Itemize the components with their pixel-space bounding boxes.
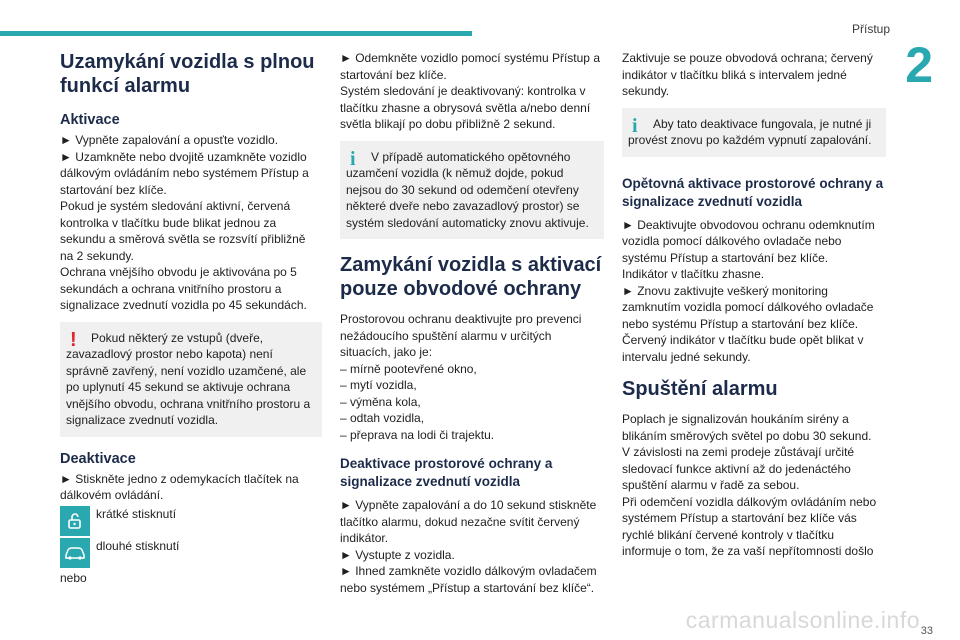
- heading-activation: Aktivace: [60, 112, 120, 128]
- warning-text: Pokud některý ze vstupů (dveře, zavazadlový prostor nebo kapota) není správně zavřený, není vozidlo uzamčené, ale po uplynutí 45 sekund se aktivuje ochrana vnějšího obvodu, ochrana vnitřního prostoru a signalizace zvednutí vozidla.: [66, 330, 311, 427]
- reactivate-text: ► Deaktivujte obvodovou ochranu odemknutím vozidla pomocí dálkového ovladače nebo systému Přístup a startování bez klíče. Indikátor v tlačítku zhasne. ► Znovu zaktivujte veškerý monitoring zamknutím vozidla pomocí dálkového ovladače nebo systému Přístup a startování bez klíče. Červený indikátor v tlačítku bude opět blikat v intervalu jedné sekundy.: [622, 217, 875, 364]
- key-short-label: krátké stisknutí: [96, 506, 177, 521]
- deactivate-volumetric-text: ► Vypněte zapalování a do 10 sekund stiskněte tlačítko alarmu, dokud nezačne svítit červený indikátor. ► Vystupte z vozidla. ► Ihned zamkněte vozidlo dálkovým ovladačem nebo systémem „Přístup a startování bez klíče“.: [340, 498, 597, 595]
- column-2: [340, 50, 604, 596]
- heading-alarm-trigger: Spuštění alarmu: [622, 378, 778, 400]
- header-accent-bar: [0, 31, 472, 36]
- page-number: 33: [920, 625, 933, 637]
- heading-full-alarm-locking: Uzamykání vozidla s plnou funkcí alarmu: [60, 51, 315, 97]
- column-1: [60, 50, 322, 586]
- warning-box: [60, 322, 322, 437]
- key-short-press: [60, 506, 322, 536]
- unlock-text: ► Odemkněte vozidlo pomocí systému Přístup a startování bez klíče. Systém sledování je deaktivovaný: kontrolka v tlačítku zhasne a obrysová světla a/nebo denní světla blikají po dobu přibližně 2 sekund.: [340, 51, 600, 131]
- heading-reactivate-volumetric: Opětovná aktivace prostorové ochrany a signalizace zvednutí vozidla: [622, 175, 884, 209]
- info-text-2: Aby tato deaktivace fungovala, je nutné ji provést znovu po každém vypnutí zapalování.: [628, 116, 872, 147]
- chapter-number: 2: [905, 37, 933, 93]
- perimeter-text: Prostorovou ochranu deaktivujte pro prevenci nežádoucího spuštění alarmu v určitých situacích, jako je: – mírně pootevřené okno, – mytí vozidla, – výměna kola, – odtah vozidla, – přeprava na lodi či trajektu.: [340, 312, 582, 442]
- column-3: [622, 50, 886, 560]
- info-box-2: [622, 108, 886, 157]
- warning-icon: !: [70, 328, 77, 351]
- unlock-icon: [60, 506, 90, 536]
- heading-deactivation: Deaktivace: [60, 450, 136, 467]
- section-title: Přístup: [851, 22, 890, 36]
- key-long-press: [60, 538, 322, 568]
- key-long-label: dlouhé stisknutí: [96, 538, 180, 553]
- info-text: V případě automatického opětovného uzamčení vozidla (k němuž dojde, pokud nejsou do 30 sekund od odemčení otevřeny některé dveře nebo zavazadlový prostor) se systém sledování automaticky znovu aktivuje.: [346, 149, 589, 230]
- activation-text: ► Vypněte zapalování a opusťte vozidlo. ► Uzamkněte nebo dvojitě uzamkněte vozidlo dálkovým ovládáním nebo systémem Přístup a startování bez klíče. Pokud je systém sledování aktivní, červená kontrolka v tlačítku bude blikat jednou za sekundu a směrová světla se rozsvítí přibližně na 2 sekundy. Ochrana vnějšího obvodu je aktivována po 5 sekundách a ochrana vnitřního prostoru a signalizace zvednutí vozidla po 45 sekundách.: [60, 133, 309, 312]
- info-icon: i: [350, 147, 356, 170]
- car-icon: [60, 538, 90, 568]
- or-text: nebo: [60, 570, 87, 585]
- alarm-trigger-text: Poplach je signalizován houkáním sirény a blikáním směrových světel po dobu 30 sekund. V závislosti na zemi prodeje zůstávají určité sledovací funkce aktivní až do jedenáctého spuštění alarmu v řadě za sebou. Při odemčení vozidla dálkovým ovládáním nebo systémem Přístup a startování bez klíče vás rychlé blikání červené kontroly v tlačítku informuje o tom, že za vaší nepřítomnosti došlo: [622, 412, 877, 558]
- deactivation-text: ► Stiskněte jedno z odemykacích tlačítek na dálkovém ovládání.: [60, 471, 299, 502]
- heading-deactivate-volumetric: Deaktivace prostorové ochrany a signalizace zvednutí vozidla: [340, 456, 553, 489]
- watermark: carmanualsonline.info: [685, 607, 920, 633]
- heading-perimeter-only: Zamykání vozidla s aktivací pouze obvodové ochrany: [340, 254, 602, 300]
- perimeter-active-text: Zaktivuje se pouze obvodová ochrana; červený indikátor v tlačítku bliká s intervalem jedné sekundy.: [622, 51, 873, 98]
- info-box: [340, 141, 604, 240]
- info-icon: i: [632, 114, 638, 137]
